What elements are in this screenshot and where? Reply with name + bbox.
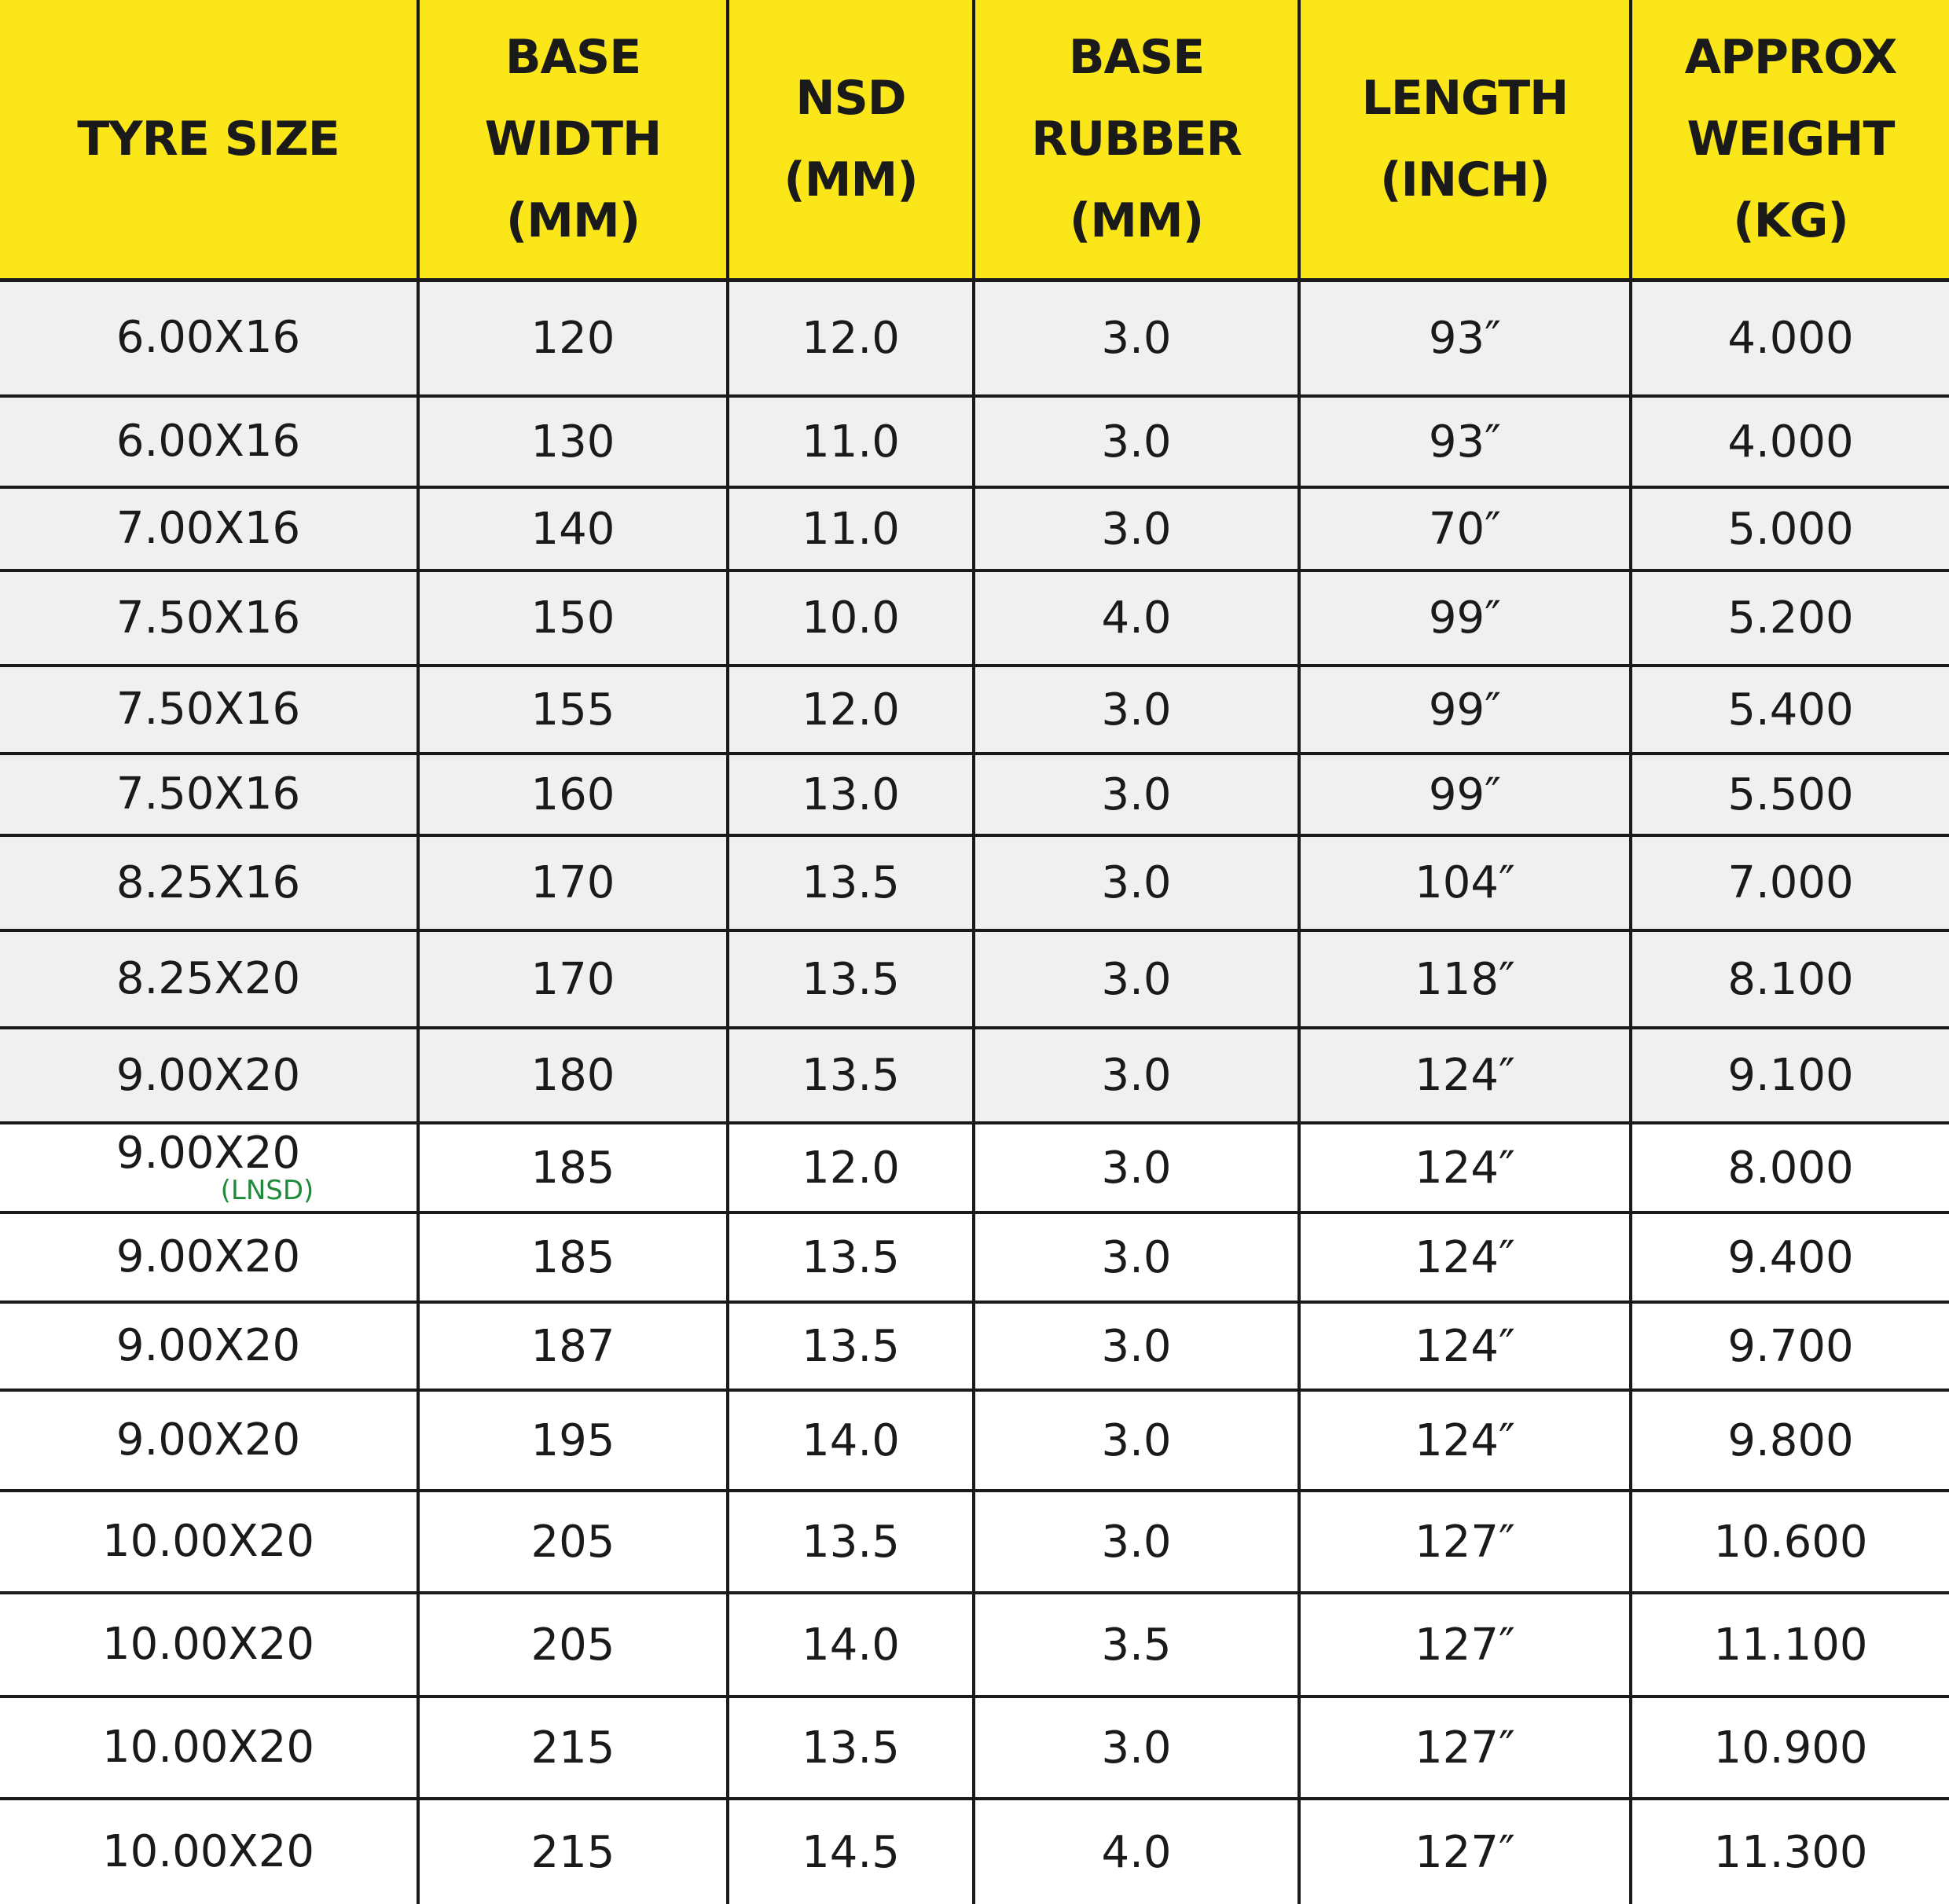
tyre-size-value: 6.00X16 — [116, 416, 301, 467]
tyre-size-cell — [0, 1302, 418, 1390]
table-row — [0, 280, 1949, 396]
base-rubber-cell: 3.0 — [974, 1697, 1299, 1799]
tyre-size-cell — [0, 1491, 418, 1593]
header-line: LENGTH — [1361, 70, 1569, 126]
table-row — [0, 754, 1949, 835]
length-cell: 93″ — [1299, 280, 1631, 396]
nsd-cell: 12.0 — [728, 1123, 974, 1212]
header-line: TYRE SIZE — [77, 111, 340, 167]
table-row — [0, 1302, 1949, 1390]
nsd-cell: 14.0 — [728, 1593, 974, 1697]
header-line: RUBBER — [1031, 111, 1242, 167]
tyre-size-value: 9.00X20 — [116, 1128, 301, 1179]
header-line: (KG) — [1733, 193, 1848, 248]
nsd-cell: 10.0 — [728, 570, 974, 666]
weight-cell: 8.100 — [1631, 930, 1949, 1028]
nsd-cell: 13.5 — [728, 1212, 974, 1302]
tyre-size-cell — [0, 1697, 418, 1799]
weight-cell: 5.500 — [1631, 754, 1949, 835]
length-cell: 104″ — [1299, 835, 1631, 930]
weight-cell: 10.600 — [1631, 1491, 1949, 1593]
tyre-size-value: 7.00X16 — [116, 503, 301, 554]
base-width-cell: 215 — [418, 1697, 728, 1799]
weight-cell: 9.800 — [1631, 1390, 1949, 1491]
length-cell: 127″ — [1299, 1593, 1631, 1697]
base-width-cell: 205 — [418, 1491, 728, 1593]
header-line: WEIGHT — [1687, 111, 1895, 167]
length-cell: 127″ — [1299, 1697, 1631, 1799]
nsd-cell: 13.5 — [728, 1491, 974, 1593]
weight-cell: 4.000 — [1631, 396, 1949, 487]
tyre-size-value: 9.00X20 — [116, 1414, 301, 1466]
tyre-size-cell — [0, 280, 418, 396]
tyre-size-value: 8.25X16 — [116, 857, 301, 908]
header-approx-weight — [1631, 0, 1949, 280]
header-line: BASE — [505, 29, 641, 85]
tyre-size-value: 10.00X20 — [102, 1826, 314, 1877]
nsd-cell: 14.0 — [728, 1390, 974, 1491]
length-cell: 124″ — [1299, 1212, 1631, 1302]
base-width-cell: 120 — [418, 280, 728, 396]
header-base-rubber — [974, 0, 1299, 280]
base-width-cell: 170 — [418, 930, 728, 1028]
tyre-size-value: 7.50X16 — [116, 684, 301, 735]
weight-cell: 7.000 — [1631, 835, 1949, 930]
length-cell: 124″ — [1299, 1390, 1631, 1491]
length-cell: 99″ — [1299, 666, 1631, 754]
base-rubber-cell: 3.0 — [974, 1491, 1299, 1593]
base-width-cell: 130 — [418, 396, 728, 487]
nsd-cell: 13.5 — [728, 1302, 974, 1390]
weight-cell: 10.900 — [1631, 1697, 1949, 1799]
weight-cell: 9.700 — [1631, 1302, 1949, 1390]
base-rubber-cell: 3.0 — [974, 1028, 1299, 1123]
nsd-cell: 13.5 — [728, 1697, 974, 1799]
table-row — [0, 1390, 1949, 1491]
nsd-cell: 13.0 — [728, 754, 974, 835]
weight-cell: 4.000 — [1631, 280, 1949, 396]
weight-cell: 9.100 — [1631, 1028, 1949, 1123]
nsd-cell: 11.0 — [728, 487, 974, 570]
header-line: APPROX — [1684, 29, 1897, 85]
tyre-size-cell — [0, 1028, 418, 1123]
base-rubber-cell: 3.0 — [974, 1302, 1299, 1390]
header-line: (MM) — [784, 152, 918, 207]
base-rubber-cell: 3.0 — [974, 754, 1299, 835]
tyre-size-cell — [0, 754, 418, 835]
tyre-size-value: 10.00X20 — [102, 1722, 314, 1773]
tyre-size-cell — [0, 1123, 418, 1212]
base-width-cell: 140 — [418, 487, 728, 570]
base-width-cell: 185 — [418, 1123, 728, 1212]
weight-cell: 5.400 — [1631, 666, 1949, 754]
weight-cell: 8.000 — [1631, 1123, 1949, 1212]
tyre-size-value: 6.00X16 — [116, 312, 301, 364]
nsd-cell: 13.5 — [728, 1028, 974, 1123]
nsd-cell: 13.5 — [728, 930, 974, 1028]
tyre-size-cell — [0, 930, 418, 1028]
tyre-size-cell — [0, 1212, 418, 1302]
table-row — [0, 396, 1949, 487]
header-base-width — [418, 0, 728, 280]
weight-cell: 5.000 — [1631, 487, 1949, 570]
base-width-cell: 155 — [418, 666, 728, 754]
tyre-size-value: 9.00X20 — [116, 1231, 301, 1282]
table-row — [0, 1697, 1949, 1799]
tyre-size-value: 10.00X20 — [102, 1516, 314, 1567]
length-cell: 124″ — [1299, 1028, 1631, 1123]
base-width-cell: 187 — [418, 1302, 728, 1390]
header-nsd — [728, 0, 974, 280]
length-cell: 70″ — [1299, 487, 1631, 570]
weight-cell: 9.400 — [1631, 1212, 1949, 1302]
tyre-size-cell — [0, 396, 418, 487]
tyre-size-cell — [0, 1799, 418, 1904]
weight-cell: 11.100 — [1631, 1593, 1949, 1697]
table-body — [0, 280, 1949, 1904]
base-rubber-cell: 3.0 — [974, 1123, 1299, 1212]
tyre-size-cell — [0, 487, 418, 570]
base-width-cell: 180 — [418, 1028, 728, 1123]
nsd-cell: 13.5 — [728, 835, 974, 930]
table-row — [0, 1212, 1949, 1302]
base-rubber-cell: 3.0 — [974, 1390, 1299, 1491]
base-width-cell: 160 — [418, 754, 728, 835]
base-rubber-cell: 3.5 — [974, 1593, 1299, 1697]
header-line: (MM) — [505, 193, 640, 248]
nsd-cell: 11.0 — [728, 396, 974, 487]
length-cell: 93″ — [1299, 396, 1631, 487]
table-row — [0, 570, 1949, 666]
tyre-size-value: 7.50X16 — [116, 592, 301, 644]
tyre-size-cell — [0, 835, 418, 930]
tyre-size-cell — [0, 1593, 418, 1697]
tyre-size-cell — [0, 666, 418, 754]
table-row — [0, 666, 1949, 754]
header-line: BASE — [1068, 29, 1205, 85]
base-width-cell: 215 — [418, 1799, 728, 1904]
base-rubber-cell: 4.0 — [974, 570, 1299, 666]
header-row — [0, 0, 1949, 280]
tyre-size-cell — [0, 570, 418, 666]
base-rubber-cell: 3.0 — [974, 835, 1299, 930]
length-cell: 127″ — [1299, 1799, 1631, 1904]
tyre-size-value: 10.00X20 — [102, 1619, 314, 1670]
base-rubber-cell: 3.0 — [974, 666, 1299, 754]
header-length — [1299, 0, 1631, 280]
base-rubber-cell: 3.0 — [974, 930, 1299, 1028]
length-cell: 127″ — [1299, 1491, 1631, 1593]
nsd-cell: 14.5 — [728, 1799, 974, 1904]
length-cell: 118″ — [1299, 930, 1631, 1028]
base-rubber-cell: 3.0 — [974, 487, 1299, 570]
tyre-size-value: 9.00X20 — [116, 1049, 301, 1101]
nsd-cell: 12.0 — [728, 666, 974, 754]
weight-cell: 5.200 — [1631, 570, 1949, 666]
tyre-size-cell — [0, 1390, 418, 1491]
header-tyre-size — [0, 0, 418, 280]
table-row — [0, 1028, 1949, 1123]
tyre-size-value: 9.00X20 — [116, 1320, 301, 1371]
header-line: NSD — [795, 70, 906, 126]
table-row — [0, 1593, 1949, 1697]
base-rubber-cell: 3.0 — [974, 280, 1299, 396]
header-line: (INCH) — [1380, 152, 1550, 207]
tyre-size-value: 7.50X16 — [116, 769, 301, 820]
base-width-cell: 205 — [418, 1593, 728, 1697]
nsd-cell: 12.0 — [728, 280, 974, 396]
length-cell: 99″ — [1299, 570, 1631, 666]
base-width-cell: 185 — [418, 1212, 728, 1302]
table-row — [0, 1123, 1949, 1212]
weight-cell: 11.300 — [1631, 1799, 1949, 1904]
tyre-size-value: 8.25X20 — [116, 953, 301, 1004]
table-row — [0, 1799, 1949, 1904]
header-line: WIDTH — [484, 111, 662, 167]
table-row — [0, 1491, 1949, 1593]
length-cell: 124″ — [1299, 1123, 1631, 1212]
base-width-cell: 150 — [418, 570, 728, 666]
table-row — [0, 487, 1949, 570]
base-rubber-cell: 3.0 — [974, 1212, 1299, 1302]
table-row — [0, 930, 1949, 1028]
table-row — [0, 835, 1949, 930]
length-cell: 99″ — [1299, 754, 1631, 835]
base-width-cell: 195 — [418, 1390, 728, 1491]
header-line: (MM) — [1069, 193, 1204, 248]
base-rubber-cell: 4.0 — [974, 1799, 1299, 1904]
length-cell: 124″ — [1299, 1302, 1631, 1390]
tyre-size-note: (LNSD) — [220, 1175, 314, 1206]
base-width-cell: 170 — [418, 835, 728, 930]
base-rubber-cell: 3.0 — [974, 396, 1299, 487]
